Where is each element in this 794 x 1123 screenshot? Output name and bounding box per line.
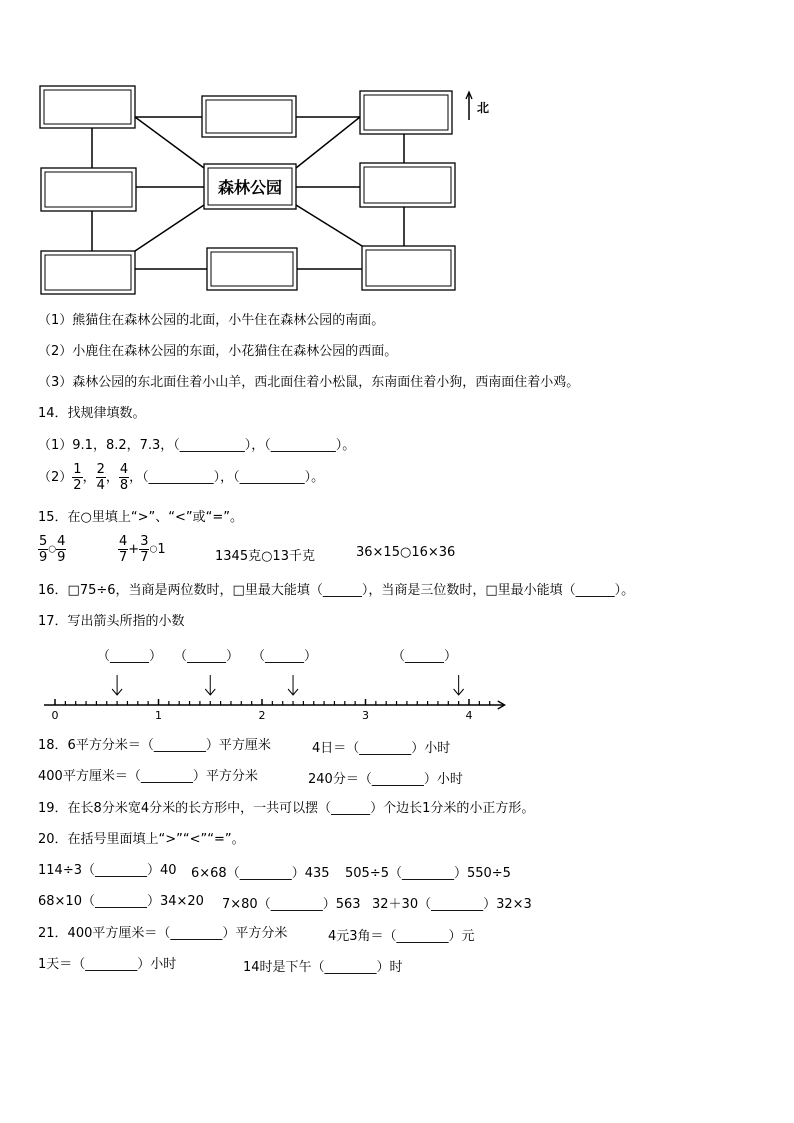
q15-compare-3: 1345克○13千克 [215,549,315,564]
map-box-southwest [41,251,135,294]
denominator: 8 [119,478,129,493]
q20-r1-c: 505÷5（________）550÷5 [345,866,511,881]
separator: ， [105,470,119,485]
tick-label: 1 [155,709,162,722]
map-box-northeast [360,91,452,134]
map-box-east [360,163,455,207]
q18-b: 4日＝（________）小时 [312,741,451,756]
north-label: 北 [477,101,490,115]
q17-blank-3: （______） [252,649,318,664]
fraction [38,534,48,565]
fraction [56,534,66,565]
denominator: 9 [57,550,66,565]
compare-circle: ○ [48,544,57,555]
map-box-southeast [362,246,455,290]
map-box-north [202,96,296,137]
denominator: 9 [39,550,48,565]
numerator: 5 [39,534,48,549]
fraction [119,462,129,493]
tick-label: 4 [465,709,473,722]
forest-park-map [0,0,794,310]
denominator: 4 [96,478,105,493]
fraction [118,534,128,565]
fraction [96,462,106,493]
q15-compare-1 [38,534,66,565]
q17-title: 17．写出箭头所指的小数 [38,614,185,629]
q13-item-2: （2）小鹿住在森林公园的东面，小花猫住在森林公园的西面。 [38,344,398,359]
q16-text: 16．□75÷6，当商是两位数时，□里最大能填（______），当商是三位数时，□里最小能填（______）。 [38,583,635,598]
tick-label: 3 [362,709,369,722]
q15-title: 15．在○里填上“>”、“<”或“=”。 [38,510,243,525]
north-arrow [466,92,489,120]
q20-r1-b: 6×68（________）435 [191,866,330,881]
q20-r2-b: 7×80（________）563 [222,897,361,912]
denominator: 7 [119,550,128,565]
q14-title: 14．找规律填数。 [38,406,146,421]
fraction [72,462,82,493]
plus-sign: + [128,542,140,557]
q21-b: 4元3角＝（________）元 [328,929,475,944]
numerator: 4 [119,462,129,477]
numerator: 4 [119,534,128,549]
denominator: 2 [73,478,82,493]
q17-blank-1: （______） [97,649,163,664]
number-one: 1 [157,542,166,557]
number-line [0,665,794,725]
map-box-south [207,248,297,290]
tick-label: 2 [258,709,266,722]
fraction [139,534,149,565]
q14-part-1: （1）9.1，8.2，7.3，（__________），（__________）。 [38,438,356,453]
numerator: 4 [57,534,66,549]
numerator: 1 [73,462,82,477]
q20-r1-a: 114÷3（________）40 [38,863,177,878]
q17-blank-4: （______） [392,649,458,664]
q15-compare-2 [118,534,166,565]
q21-c: 1天＝（________）小时 [38,957,177,972]
denominator: 7 [140,550,149,565]
numerator: 3 [140,534,149,549]
q20-r2-c: 32＋30（________）32×3 [372,897,532,912]
compare-circle: ○ [149,544,158,555]
q18-c: 400平方厘米＝（________）平方分米 [38,769,258,784]
map-box-northwest [40,86,135,128]
q17-blank-2: （______） [174,649,240,664]
q18-a: 18．6平方分米＝（________）平方厘米 [38,738,271,753]
q18-d: 240分＝（________）小时 [308,772,463,787]
map-center-label: 森林公园 [217,178,283,197]
map-box-west [41,168,136,211]
q21-d: 14时是下午（________）时 [243,960,403,975]
q14-part-2 [38,462,324,493]
q21-a: 21．400平方厘米＝（________）平方分米 [38,926,288,941]
q13-item-3: （3）森林公园的东北面住着小山羊，西北面住着小松鼠，东南面住着小狗，西南面住着小鸡。 [38,375,580,390]
q19-text: 19．在长8分米宽4分米的长方形中，一共可以摆（______）个边长1分米的小正方形。 [38,801,535,816]
q13-item-1: （1）熊猫住在森林公园的北面，小牛住在森林公园的南面。 [38,313,385,328]
q14-part-2-prefix: （2） [38,470,73,485]
numerator: 2 [96,462,105,477]
separator: ， [82,470,96,485]
q14-part-2-suffix: ，（__________），（__________）。 [129,470,325,485]
tick-label: 0 [51,709,59,722]
q20-title: 20．在括号里面填上“>”“<”“=”。 [38,832,245,847]
q15-compare-4: 36×15○16×36 [356,545,456,560]
q20-r2-a: 68×10（________）34×20 [38,894,204,909]
